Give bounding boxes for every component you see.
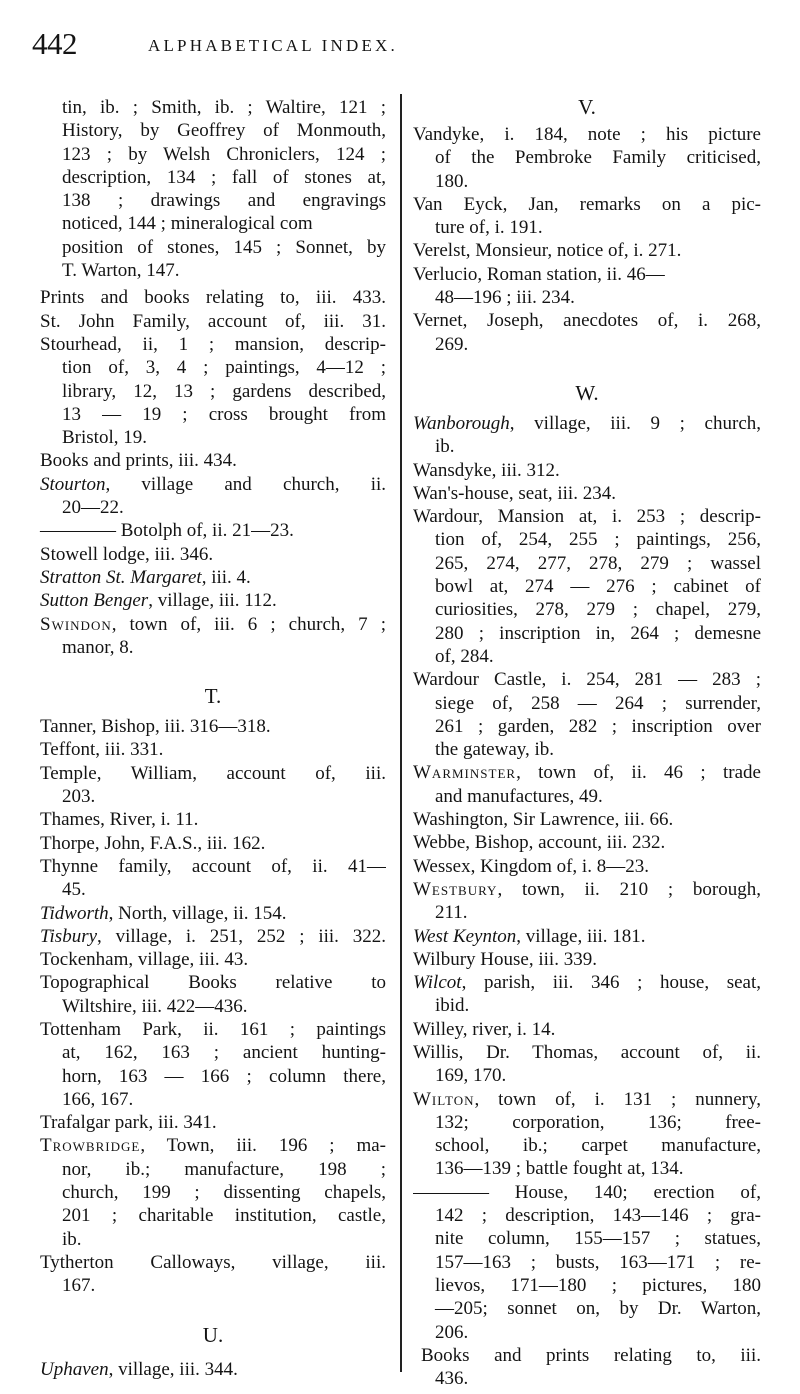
index-line-text: , town, ii. 210 ; borough, xyxy=(497,878,761,900)
index-line xyxy=(413,505,761,528)
index-line xyxy=(40,212,386,235)
index-line-text: nite column, 155—157 ; statues, xyxy=(435,1228,761,1250)
index-line-text: Verlucio, Roman station, ii. 46— xyxy=(413,263,665,285)
index-line xyxy=(413,123,761,146)
index-line-text: Stourhead, ii, 1 ; mansion, descrip- xyxy=(40,333,386,355)
index-line xyxy=(413,1088,761,1111)
index-line-text: T. Warton, 147. xyxy=(62,260,180,282)
index-line-text: horn, 163 — 166 ; column there, xyxy=(62,1065,386,1087)
index-line-text: 13 — 19 ; cross brought from xyxy=(62,403,386,425)
index-line-text: church, 199 ; dissenting chapels, xyxy=(62,1182,386,1204)
index-line xyxy=(40,925,386,948)
index-line xyxy=(413,239,761,262)
index-line xyxy=(413,309,761,332)
index-column-right xyxy=(413,96,761,1390)
index-term-italic: Tisbury xyxy=(40,925,98,947)
index-line-text: Willis, Dr. Thomas, account of, ii. xyxy=(413,1041,761,1063)
index-line xyxy=(40,259,386,282)
index-line xyxy=(40,426,386,449)
index-line xyxy=(413,1251,761,1274)
index-line-text: nor, ib.; manufacture, 198 ; xyxy=(62,1158,386,1180)
index-line xyxy=(40,1134,386,1157)
index-line-text: tion of, 3, 4 ; paintings, 4—12 ; xyxy=(62,357,386,379)
index-line xyxy=(40,715,386,738)
index-line xyxy=(40,1358,386,1381)
index-line xyxy=(40,333,386,356)
index-line xyxy=(40,566,386,589)
index-line xyxy=(40,473,386,496)
index-line-text: Teffont, iii. 331. xyxy=(40,739,164,761)
index-line-text: History, by Geoffrey of Monmouth, xyxy=(62,120,386,142)
index-line-text: of, 284. xyxy=(435,645,494,667)
index-line-text: Willey, river, i. 14. xyxy=(413,1018,556,1040)
page-number: 442 xyxy=(32,26,77,61)
index-line-text: position of stones, 145 ; Sonnet, by xyxy=(62,236,386,258)
index-line-text: and manufactures, 49. xyxy=(435,785,603,807)
index-line xyxy=(40,855,386,878)
index-line xyxy=(40,119,386,142)
index-line-text: Books and prints, iii. 434. xyxy=(40,450,237,472)
column-divider xyxy=(400,94,402,1372)
index-line xyxy=(413,333,761,356)
index-line xyxy=(40,1158,386,1181)
index-line-text: , town of, ii. 46 ; trade xyxy=(516,762,761,784)
index-line xyxy=(413,1227,761,1250)
index-line xyxy=(40,166,386,189)
index-line xyxy=(413,901,761,924)
index-line-text: at, 162, 163 ; ancient hunting- xyxy=(62,1042,386,1064)
index-line-text: Wardour, Mansion at, i. 253 ; descrip- xyxy=(413,506,761,528)
index-line-text: , iii. 4. xyxy=(201,566,251,588)
index-line-text: ibid. xyxy=(435,995,470,1017)
index-line-text: 211. xyxy=(435,902,468,924)
index-line-text: Books and prints relating to, iii. xyxy=(421,1344,761,1366)
index-line xyxy=(40,1065,386,1088)
index-line-text: school, ib.; carpet manufacture, xyxy=(435,1135,761,1157)
index-line-text: 265, 274, 277, 278, 279 ; wassel xyxy=(435,552,761,574)
section-letter-heading: W. xyxy=(575,380,599,405)
index-line xyxy=(413,528,761,551)
index-line xyxy=(413,1204,761,1227)
index-line-text: , parish, iii. 346 ; house, seat, xyxy=(461,972,761,994)
index-line xyxy=(40,995,386,1018)
index-line xyxy=(40,971,386,994)
index-line-text: Washington, Sir Lawrence, iii. 66. xyxy=(413,809,674,831)
index-line xyxy=(40,1228,386,1251)
index-term-italic: Wilcot xyxy=(413,972,462,994)
index-line-text: 169, 170. xyxy=(435,1065,507,1087)
index-line xyxy=(413,1134,761,1157)
index-line-text: 138 ; drawings and engravings xyxy=(62,190,386,212)
index-line xyxy=(413,878,761,901)
index-line xyxy=(40,543,386,566)
index-line-text: lievos, 171—180 ; pictures, 180 xyxy=(435,1274,761,1296)
index-line xyxy=(40,1204,386,1227)
index-line xyxy=(413,1018,761,1041)
index-line xyxy=(413,1157,761,1180)
index-line xyxy=(413,193,761,216)
section-letter-heading: U. xyxy=(202,1322,224,1347)
section-letter-heading: V. xyxy=(578,95,596,119)
index-line xyxy=(413,738,761,761)
index-line xyxy=(413,971,761,994)
index-line xyxy=(40,286,386,309)
index-line xyxy=(40,785,386,808)
index-line xyxy=(413,692,761,715)
index-line xyxy=(413,855,761,878)
index-line xyxy=(413,1344,761,1367)
index-line-text: 123 ; by Welsh Chroniclers, 124 ; xyxy=(62,143,386,165)
index-line-text: Tottenham Park, ii. 161 ; paintings xyxy=(40,1018,386,1040)
index-line-text: , village, iii. 181. xyxy=(516,925,646,947)
index-line-text: 142 ; description, 143—146 ; gra- xyxy=(435,1205,761,1227)
index-line xyxy=(40,1041,386,1064)
index-line-text: Van Eyck, Jan, remarks on a pic- xyxy=(413,193,761,215)
index-line-text: the gateway, ib. xyxy=(435,739,555,761)
index-line-text: ib. xyxy=(62,1228,82,1250)
index-line-text: , town of, iii. 6 ; church, 7 ; xyxy=(111,613,386,635)
index-line-text: description, 134 ; fall of stones at, xyxy=(62,166,386,188)
index-line xyxy=(40,738,386,761)
index-line-text: bowl at, 274 — 276 ; cabinet of xyxy=(435,576,761,598)
index-line xyxy=(413,1181,761,1204)
index-line xyxy=(40,636,386,659)
index-line-text: Stowell lodge, iii. 346. xyxy=(40,543,214,565)
index-line-text: 201 ; charitable institution, castle, xyxy=(62,1205,386,1227)
index-line-text: 436. xyxy=(435,1368,469,1390)
index-line-text: 20—22. xyxy=(62,497,124,519)
index-line xyxy=(413,925,761,948)
index-line-text: tion of, 254, 255 ; paintings, 256, xyxy=(435,529,761,551)
index-line xyxy=(40,1251,386,1274)
index-line-text: , Town, iii. 196 ; ma- xyxy=(140,1135,386,1157)
running-head: ALPHABETICAL INDEX. xyxy=(148,36,398,55)
index-line xyxy=(413,1041,761,1064)
index-line xyxy=(40,613,386,636)
index-line xyxy=(413,645,761,668)
index-term-small-caps: Swindon xyxy=(40,613,112,635)
index-line-text: Tanner, Bishop, iii. 316—318. xyxy=(40,716,271,738)
index-line-text: Bristol, 19. xyxy=(62,427,147,449)
index-line-text: 166, 167. xyxy=(62,1088,134,1110)
index-line xyxy=(40,902,386,925)
index-line-text: Wan's-house, seat, iii. 234. xyxy=(413,482,616,504)
index-line-text: Tockenham, village, iii. 43. xyxy=(40,949,249,971)
index-line xyxy=(413,263,761,286)
index-line-text: Topographical Books relative to xyxy=(40,972,386,994)
index-line-text: ib. xyxy=(435,436,455,458)
index-line-text: Vernet, Joseph, anecdotes of, i. 268, xyxy=(413,310,761,332)
index-line xyxy=(413,459,761,482)
index-line-text: , village, i. 251, 252 ; iii. 322. xyxy=(97,925,386,947)
index-line xyxy=(40,832,386,855)
index-line xyxy=(413,1274,761,1297)
index-line xyxy=(413,170,761,193)
index-term-small-caps: Warminster xyxy=(413,762,517,784)
index-line-text: , town of, i. 131 ; nunnery, xyxy=(474,1088,761,1110)
index-line xyxy=(413,216,761,239)
index-term-italic: Stratton St. Margaret xyxy=(40,566,202,588)
index-term-italic: Stourton xyxy=(40,473,106,495)
index-line-text: 180. xyxy=(435,170,469,192)
index-line-text: Wiltshire, iii. 422—436. xyxy=(62,995,248,1017)
index-line xyxy=(40,948,386,971)
index-line-text: manor, 8. xyxy=(62,636,134,658)
index-line-text: —205; sonnet on, by Dr. Warton, xyxy=(435,1298,761,1320)
index-line xyxy=(413,994,761,1017)
index-line-text: ———— Botolph of, ii. 21—23. xyxy=(40,520,294,542)
index-line-text: 280 ; inscription in, 264 ; demesne xyxy=(435,622,761,644)
index-line xyxy=(413,435,761,458)
index-line xyxy=(40,496,386,519)
index-line-text: 203. xyxy=(62,786,96,808)
index-line xyxy=(413,598,761,621)
index-term-italic: Uphaven xyxy=(40,1358,109,1380)
index-line xyxy=(413,808,761,831)
index-term-small-caps: Westbury xyxy=(413,878,498,900)
index-line xyxy=(413,1064,761,1087)
index-line xyxy=(40,589,386,612)
index-line-text: 206. xyxy=(435,1321,469,1343)
index-line xyxy=(40,519,386,542)
index-line xyxy=(413,622,761,645)
index-line xyxy=(40,380,386,403)
index-line-text: 261 ; garden, 282 ; inscription over xyxy=(435,715,761,737)
index-line xyxy=(40,1181,386,1204)
index-line xyxy=(40,1018,386,1041)
index-line-text: , village, iii. 344. xyxy=(108,1358,238,1380)
index-term-small-caps: Wilton xyxy=(413,1088,475,1110)
index-line xyxy=(413,1321,761,1344)
index-line xyxy=(40,808,386,831)
index-line xyxy=(413,1111,761,1134)
index-term-italic: Wanborough xyxy=(413,412,510,434)
index-line xyxy=(40,143,386,166)
index-term-italic: Tidworth xyxy=(40,902,109,924)
index-term-small-caps: Trowbridge xyxy=(40,1135,141,1157)
index-line-text: 132; corporation, 136; free- xyxy=(435,1111,761,1133)
index-line-text: Thynne family, account of, ii. 41— xyxy=(40,855,386,877)
index-line-text: Verelst, Monsieur, notice of, i. 271. xyxy=(413,240,682,262)
index-line-text: Vandyke, i. 184, note ; his picture xyxy=(413,124,761,145)
index-line-text: library, 12, 13 ; gardens described, xyxy=(62,380,386,402)
index-line xyxy=(40,449,386,472)
index-line xyxy=(413,575,761,598)
index-line-text: , village, iii. 112. xyxy=(148,590,277,612)
index-line-text: , village, iii. 9 ; church, xyxy=(509,412,761,434)
index-line-text: of the Pembroke Family criticised, xyxy=(435,147,761,169)
index-line-text: 157—163 ; busts, 163—171 ; re- xyxy=(435,1251,761,1273)
index-line xyxy=(413,1297,761,1320)
index-line xyxy=(413,552,761,575)
index-line xyxy=(413,761,761,784)
index-line-text: Temple, William, account of, iii. xyxy=(40,762,386,784)
index-line-text: ———— House, 140; erection of, xyxy=(413,1181,761,1203)
index-line xyxy=(40,878,386,901)
index-line-text: Thorpe, John, F.A.S., iii. 162. xyxy=(40,832,266,854)
index-line xyxy=(413,668,761,691)
index-line xyxy=(40,96,386,119)
index-line-text: curiosities, 278, 279 ; chapel, 279, xyxy=(435,599,761,621)
index-term-italic: Sutton Benger xyxy=(40,590,149,612)
index-line xyxy=(413,948,761,971)
index-line-text: Thames, River, i. 11. xyxy=(40,809,199,831)
index-line xyxy=(413,785,761,808)
index-line xyxy=(413,412,761,435)
index-line xyxy=(40,189,386,212)
index-line-text: Wardour Castle, i. 254, 281 — 283 ; xyxy=(413,669,761,691)
index-line-text: , village and church, ii. xyxy=(105,473,386,495)
index-line-text: St. John Family, account of, iii. 31. xyxy=(40,310,386,332)
index-line xyxy=(40,762,386,785)
index-line-text: Trafalgar park, iii. 341. xyxy=(40,1112,217,1134)
index-line xyxy=(40,310,386,333)
index-line xyxy=(40,356,386,379)
index-line-text: 167. xyxy=(62,1275,96,1297)
index-line-text: Tytherton Calloways, village, iii. xyxy=(40,1251,386,1273)
index-line xyxy=(413,715,761,738)
index-line xyxy=(40,236,386,259)
index-line-text: siege of, 258 — 264 ; surrender, xyxy=(435,692,761,714)
index-line-text: Wilbury House, iii. 339. xyxy=(413,948,597,970)
index-line-text: Wansdyke, iii. 312. xyxy=(413,459,560,481)
index-line xyxy=(40,1111,386,1134)
index-line-text: ture of, i. 191. xyxy=(435,217,543,239)
index-line-text: tin, ib. ; Smith, ib. ; Waltire, 121 ; xyxy=(62,97,386,118)
index-line-text: 45. xyxy=(62,879,86,901)
index-line-text: Prints and books relating to, iii. 433. xyxy=(40,287,386,309)
index-line xyxy=(413,482,761,505)
index-line-text: , North, village, ii. 154. xyxy=(108,902,287,924)
index-line xyxy=(413,831,761,854)
index-line-text: noticed, 144 ; mineralogical com xyxy=(62,213,313,235)
index-line-text: 269. xyxy=(435,333,469,355)
index-line-text: 136—139 ; battle fought at, 134. xyxy=(435,1158,684,1180)
index-column-left xyxy=(40,96,386,1381)
index-line xyxy=(413,1367,761,1390)
index-term-italic: West Keynton xyxy=(413,925,517,947)
index-line-text: Wessex, Kingdom of, i. 8—23. xyxy=(413,855,649,877)
index-line xyxy=(40,1274,386,1297)
index-line xyxy=(40,403,386,426)
index-line-text: 48—196 ; iii. 234. xyxy=(435,287,575,309)
index-line xyxy=(413,286,761,309)
index-line xyxy=(40,1088,386,1111)
index-line xyxy=(413,146,761,169)
index-line-text: Webbe, Bishop, account, iii. 232. xyxy=(413,832,666,854)
section-letter-heading: T. xyxy=(204,684,222,709)
